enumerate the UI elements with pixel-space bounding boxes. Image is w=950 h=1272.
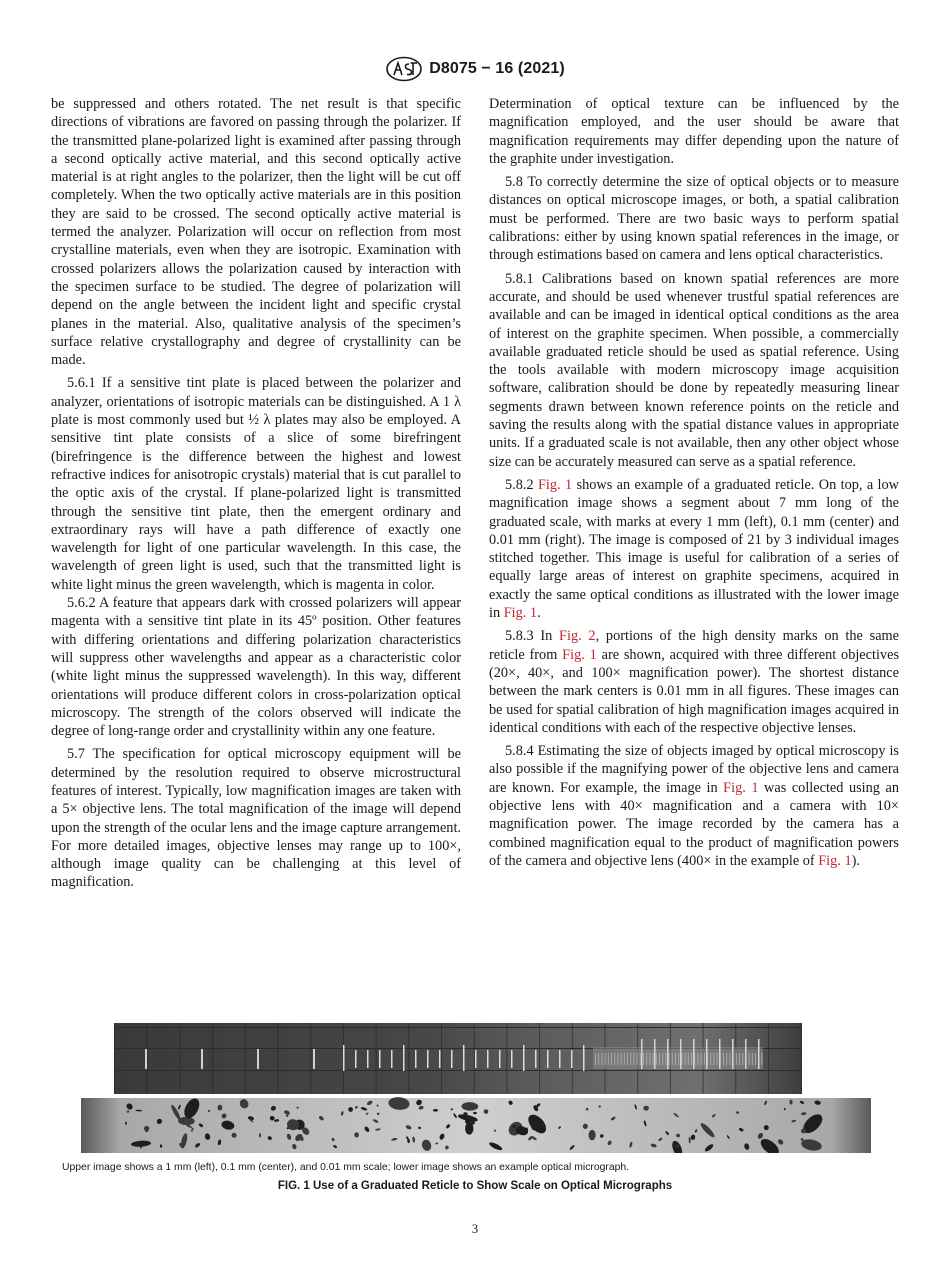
text-run: ). [851, 852, 860, 869]
text-run: . [537, 605, 541, 622]
text-run: 5.8.3 In [505, 628, 560, 645]
text-run: are shown, acquired with three different objectives (20×, 40×, and 100× magnification power). The shortest distance between the mark centers is 0.01 mm in all figures. These images can be used for spatial calibration of high magnification images acquired in identical conditions with each of the respective objective lenses. [489, 646, 900, 736]
document-designation: D8075 − 16 (2021) [429, 60, 565, 77]
figure-note: Upper image shows a 1 mm (left), 0.1 mm (center), and 0.01 mm scale; lower image shows an example optical micrograph. [62, 1162, 630, 1173]
right-column [489, 95, 899, 875]
figure-caption: FIG. 1 Use of a Graduated Reticle to Show Scale on Optical Micrographs [277, 1180, 673, 1192]
paragraph-5-8-4 [489, 742, 899, 870]
page-number: 3 [471, 1222, 479, 1236]
paragraph-5-8-3 [489, 627, 899, 737]
text-run: shows an example of a graduated reticle. On top, a low magnification image shows a segment about 7 mm long of the graduated scale, with marks at every 1 mm (left), 0.1 mm (center) and 0.01 mm (right). The image is composed of 21 by 3 individual images stitched together. This image is useful for calibration of a series of equally large areas of interest on graphite specimens, acquired in exactly the same optical conditions as illustrated with the lower image in [489, 476, 899, 622]
figure-1-images [81, 1023, 871, 1153]
text-run: 5.8.4 Estimating the size of objects imaged by optical microscopy is also possible if the magnifying power of the objective lens and camera are known. For example, the image in [489, 743, 899, 796]
fig-1-link[interactable]: Fig. 1 [562, 646, 597, 663]
text-run: , portions of the high density marks on the same reticle from [489, 628, 900, 663]
page-header [0, 56, 950, 82]
paragraph-continued-right: Determination of optical texture can be influenced by the magnification employed, and the user should be aware that magnification requirements may differ depending upon the nature of the graphite under investigation. [489, 96, 899, 167]
paragraph-5-8-1: 5.8.1 Calibrations based on known spatial references are more accurate, and should be used whenever trustful spatial references are available and can be imaged in identical optical conditions as the area of interest on the graphite specimen. When possible, a commercially available graduated reticle should be used as spatial reference. Using the tools available with modern microscopy image acquisition software, calibration should be done by repeatedly measuring linear segments drawn between known reference points on the reticle and saving the results along with the spatial distance values in appropriate units. If a graduated scale is not available, then any other object whose size can be accurately measured can serve as a spatial reference. [489, 270, 899, 470]
paragraph-5-6-2: 5.6.2 A feature that appears dark with crossed polarizers will appear magenta with a sensitive tint plate in its 45º position. Other features with differing orientations and differing polarization characteristics will suppress other wavelengths and appear as a characteristic color (white light minus the suppressed wavelength). In this way, different orientations will produce different colors in cross-polarization optical microscopy. The strength of the colors observed will indicate the degree of long-range order and crystallinity within any one feature. [51, 595, 461, 740]
astm-logo-icon [385, 56, 423, 82]
text-run: was collected using an objective lens with 40× magnification and a camera with 10× magnification power. The image recorded by the camera has a combined magnification equal to the product of magnification powers of the camera and objective lens (400× in the example of [489, 779, 899, 869]
paragraph-5-7: 5.7 The specification for optical microscopy equipment will be determined by the resolution required to observe microstructural features of interest. Typically, low magnification images are taken with a 5× objective lens. The total magnification of the image will depend upon the strength of the ocular lens and the image capture arrangement. For more detailed images, objective lenses may range up to 100×, although image quality can be challenging at this level of magnification. [51, 746, 461, 891]
paragraph-5-6-1: 5.6.1 If a sensitive tint plate is placed between the polarizer and analyzer, orientations of isotropic materials can be distinguished. A 1 λ plate is most commonly used but ½ λ plates may also be employed. A sensitive tint plate consists of a slice of some birefringent (birefringence is the difference between the highest and lowest refractive indices for anisotropic crystals) material that is cut parallel to the optic axis of the crystal. If plane-polarized light is transmitted through the sensitive tint plate, then the emergent ordinary and extraordinary rays will have a path difference of exactly one wavelength for light of one particular wavelength. In this case, the wavelength of green light is used, such that the transmitted light is white light minus the green wavelength, which is magenta in color. [51, 375, 461, 593]
fig-2-link[interactable]: Fig. 2 [559, 628, 596, 645]
fig-1-link[interactable]: Fig. 1 [723, 779, 759, 796]
paragraph-5-8: 5.8 To correctly determine the size of optical objects or to measure distances on optical microscope images, or both, a spatial calibration must be performed. There are two basic ways to perform spatial calibrations: either by using known spatial references in the image, or through estimations based on camera and lens optical characteristics. [489, 174, 899, 264]
graduated-reticle-image [114, 1023, 802, 1094]
optical-micrograph-image [81, 1096, 871, 1153]
paragraph-continued: be suppressed and others rotated. The net result is that specific directions of vibrations are favored on passing through the polarizer. If the transmitted plane-polarized light is examined after passing through a second optically active material, and this second optically active material is at right angles to the polarizer, then the light will be cut off completely. When the two optically active materials are in this position they are said to be crossed. The second optically active material is termed the analyzer. Polarization will occur on reflection from most crystalline materials, even when they are isotropic. Examination with crossed polarizers allows the polarization caused by interaction with the specimen surface to be studied. The degree of polarization will depend on the angle between the incident light and specific crystal planes in the material. Also, qualitative analysis of the specimen’s surface relative crystallography and degree of crystallinity can be made. [51, 96, 461, 369]
paragraph-5-8-2 [489, 476, 899, 622]
fig-1-link[interactable]: Fig. 1 [537, 476, 573, 493]
text-run: 5.8.2 [505, 476, 538, 493]
left-column [51, 95, 461, 897]
fig-1-link[interactable]: Fig. 1 [818, 852, 852, 869]
fig-1-link[interactable]: Fig. 1 [503, 605, 538, 622]
